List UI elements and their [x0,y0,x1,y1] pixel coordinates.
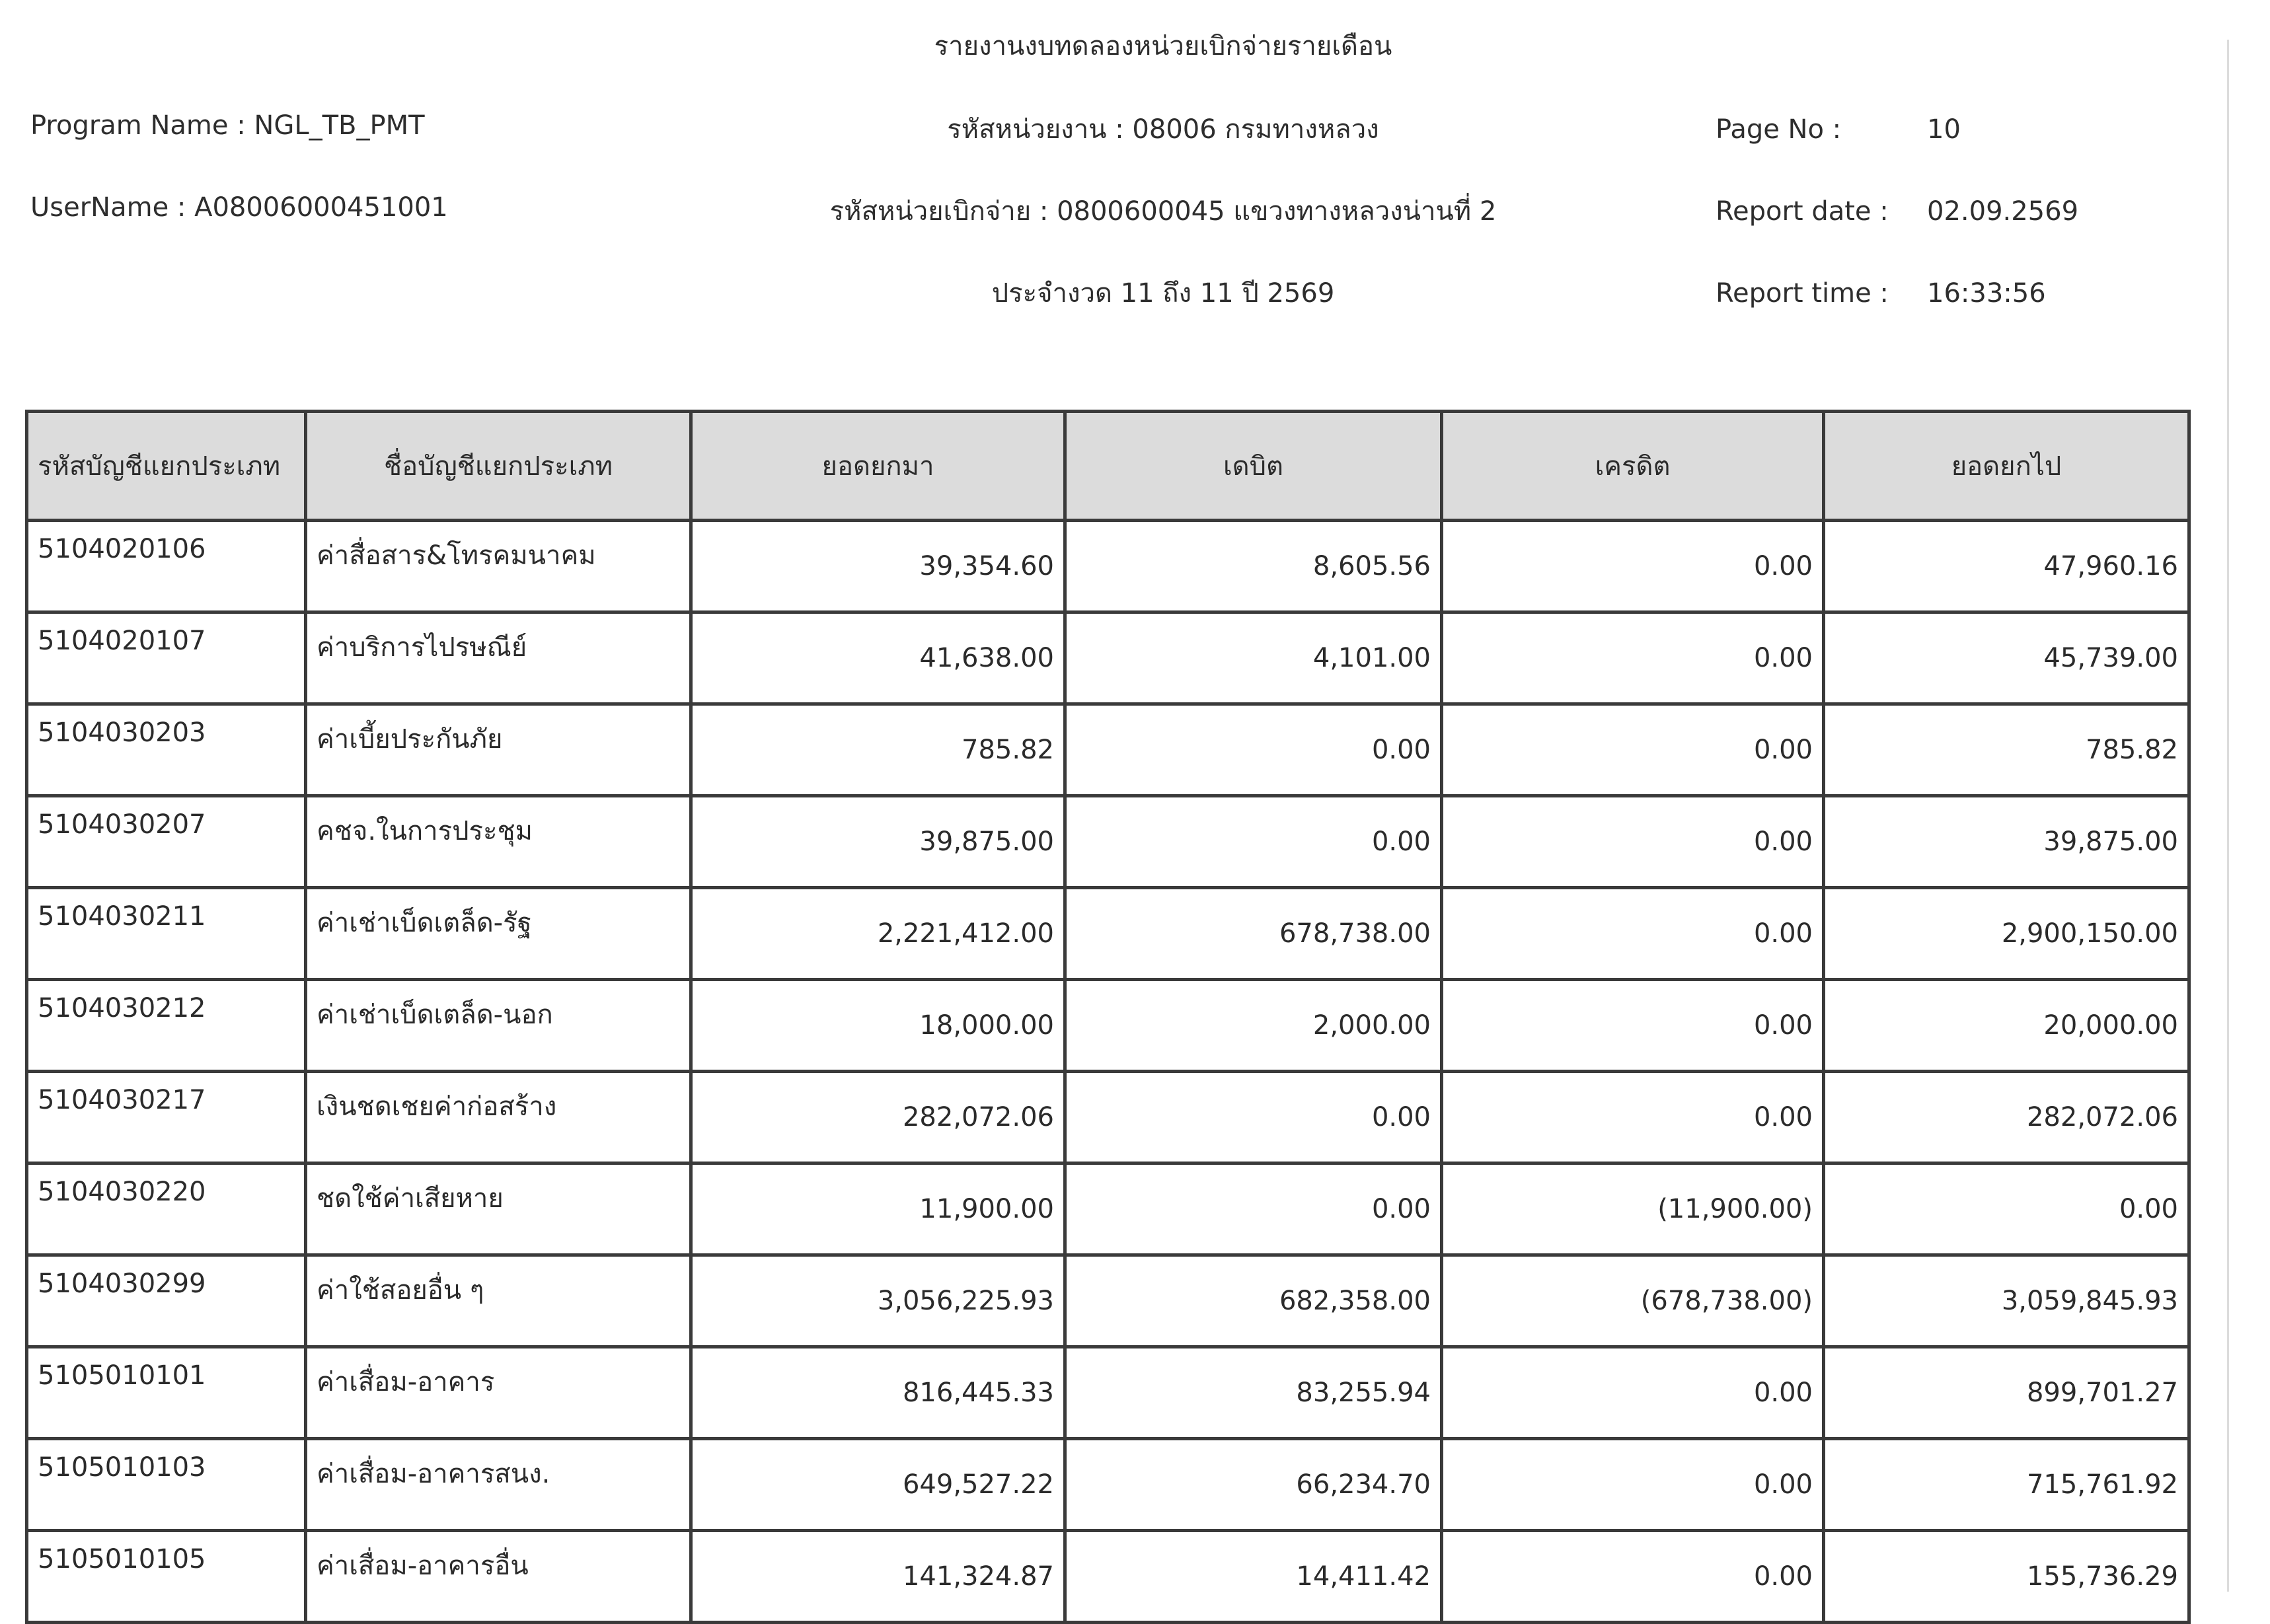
account-code-cell: 5104020106 [27,521,306,612]
report-title: รายงานงบทดลองหน่วยเบิกจ่ายรายเดือน [934,31,1392,61]
credit-cell: 0.00 [1442,1531,1824,1623]
debit-cell: 0.00 [1065,704,1442,796]
opening-balance-cell: 141,324.87 [691,1531,1065,1623]
credit-cell: 0.00 [1442,796,1824,888]
table-row [27,1439,2189,1531]
credit-cell: (11,900.00) [1442,1163,1824,1255]
page-no-label: Page No : [1716,114,1842,145]
credit-cell: 0.00 [1442,1072,1824,1163]
header-account-code: รหัสบัญชีแยกประเภท [27,412,306,521]
account-name-cell: ค่าเสื่อม-อาคารสนง. [306,1439,691,1531]
credit-cell: 0.00 [1442,704,1824,796]
report-time-label: Report time : [1716,278,1889,309]
credit-cell: (678,738.00) [1442,1255,1824,1347]
opening-balance-cell: 3,056,225.93 [691,1255,1065,1347]
account-code-cell: 5104030220 [27,1163,306,1255]
account-code-cell: 5105010101 [27,1347,306,1439]
debit-cell: 0.00 [1065,1163,1442,1255]
account-name-cell: ค่าเบี้ยประกันภัย [306,704,691,796]
header-closing-balance: ยอดยกไป [1824,412,2189,521]
debit-cell: 682,358.00 [1065,1255,1442,1347]
report-date-label: Report date : [1716,196,1889,227]
account-name-cell: ค่าเช่าเบ็ดเตล็ด-นอก [306,980,691,1072]
account-code-cell: 5104030203 [27,704,306,796]
table-row [27,1255,2189,1347]
closing-balance-cell: 39,875.00 [1824,796,2189,888]
closing-balance-cell: 0.00 [1824,1163,2189,1255]
report-period: ประจำงวด 11 ถึง 11 ปี 2569 [991,278,1335,309]
opening-balance-cell: 282,072.06 [691,1072,1065,1163]
debit-cell: 0.00 [1065,796,1442,888]
closing-balance-cell: 899,701.27 [1824,1347,2189,1439]
account-code-cell: 5105010103 [27,1439,306,1531]
account-name-cell: ชดใช้ค่าเสียหาย [306,1163,691,1255]
header-account-name: ชื่อบัญชีแยกประเภท [306,412,691,521]
credit-cell: 0.00 [1442,612,1824,704]
program-name: Program Name : NGL_TB_PMT [30,110,425,141]
credit-cell: 0.00 [1442,521,1824,612]
account-name-cell: ค่าเสื่อม-อาคาร [306,1347,691,1439]
table-header-row [27,412,2189,521]
header-credit: เครดิต [1442,412,1824,521]
account-name-cell: ค่าสื่อสาร&โทรคมนาคม [306,521,691,612]
debit-cell: 4,101.00 [1065,612,1442,704]
credit-cell: 0.00 [1442,888,1824,980]
debit-cell: 0.00 [1065,1072,1442,1163]
opening-balance-cell: 816,445.33 [691,1347,1065,1439]
opening-balance-cell: 18,000.00 [691,980,1065,1072]
debit-cell: 2,000.00 [1065,980,1442,1072]
account-code-cell: 5105010105 [27,1531,306,1623]
page-no-value: 10 [1927,114,1961,145]
debit-cell: 678,738.00 [1065,888,1442,980]
opening-balance-cell: 2,221,412.00 [691,888,1065,980]
account-code-cell: 5104030211 [27,888,306,980]
table-row [27,704,2189,796]
closing-balance-cell: 715,761.92 [1824,1439,2189,1531]
account-name-cell: ค่าเสื่อม-อาคารอื่น [306,1531,691,1623]
debit-cell: 8,605.56 [1065,521,1442,612]
account-name-cell: ค่าใช้สอยอื่น ๆ [306,1255,691,1347]
opening-balance-cell: 39,354.60 [691,521,1065,612]
agency-code: รหัสหน่วยงาน : 08006 กรมทางหลวง [947,114,1379,145]
account-code-cell: 5104030207 [27,796,306,888]
closing-balance-cell: 155,736.29 [1824,1531,2189,1623]
account-code-cell: 5104030217 [27,1072,306,1163]
opening-balance-cell: 41,638.00 [691,612,1065,704]
account-name-cell: เงินชดเชยค่าก่อสร้าง [306,1072,691,1163]
account-code-cell: 5104030212 [27,980,306,1072]
table-row [27,612,2189,704]
closing-balance-cell: 785.82 [1824,704,2189,796]
table-row [27,1347,2189,1439]
closing-balance-cell: 282,072.06 [1824,1072,2189,1163]
trial-balance-table [25,410,2191,1624]
account-name-cell: ค่าบริการไปรษณีย์ [306,612,691,704]
table-row [27,1531,2189,1623]
closing-balance-cell: 47,960.16 [1824,521,2189,612]
credit-cell: 0.00 [1442,980,1824,1072]
account-code-cell: 5104030299 [27,1255,306,1347]
header-debit: เดบิต [1065,412,1442,521]
debit-cell: 66,234.70 [1065,1439,1442,1531]
table-row [27,796,2189,888]
page-edge [2227,40,2229,1592]
account-name-cell: คชจ.ในการประชุม [306,796,691,888]
account-name-cell: ค่าเช่าเบ็ดเตล็ด-รัฐ [306,888,691,980]
table-row [27,888,2189,980]
disbursing-unit: รหัสหน่วยเบิกจ่าย : 0800600045 แขวงทางหลวงน่านที่ 2 [829,196,1497,227]
table-row [27,521,2189,612]
table-row [27,1163,2189,1255]
user-name: UserName : A08006000451001 [30,192,448,223]
closing-balance-cell: 3,059,845.93 [1824,1255,2189,1347]
credit-cell: 0.00 [1442,1439,1824,1531]
opening-balance-cell: 785.82 [691,704,1065,796]
table-row [27,980,2189,1072]
account-code-cell: 5104020107 [27,612,306,704]
closing-balance-cell: 2,900,150.00 [1824,888,2189,980]
opening-balance-cell: 39,875.00 [691,796,1065,888]
opening-balance-cell: 11,900.00 [691,1163,1065,1255]
report-date-value: 02.09.2569 [1927,196,2079,227]
header-opening-balance: ยอดยกมา [691,412,1065,521]
closing-balance-cell: 45,739.00 [1824,612,2189,704]
debit-cell: 83,255.94 [1065,1347,1442,1439]
opening-balance-cell: 649,527.22 [691,1439,1065,1531]
closing-balance-cell: 20,000.00 [1824,980,2189,1072]
table-row [27,1072,2189,1163]
credit-cell: 0.00 [1442,1347,1824,1439]
report-time-value: 16:33:56 [1927,278,2046,309]
debit-cell: 14,411.42 [1065,1531,1442,1623]
